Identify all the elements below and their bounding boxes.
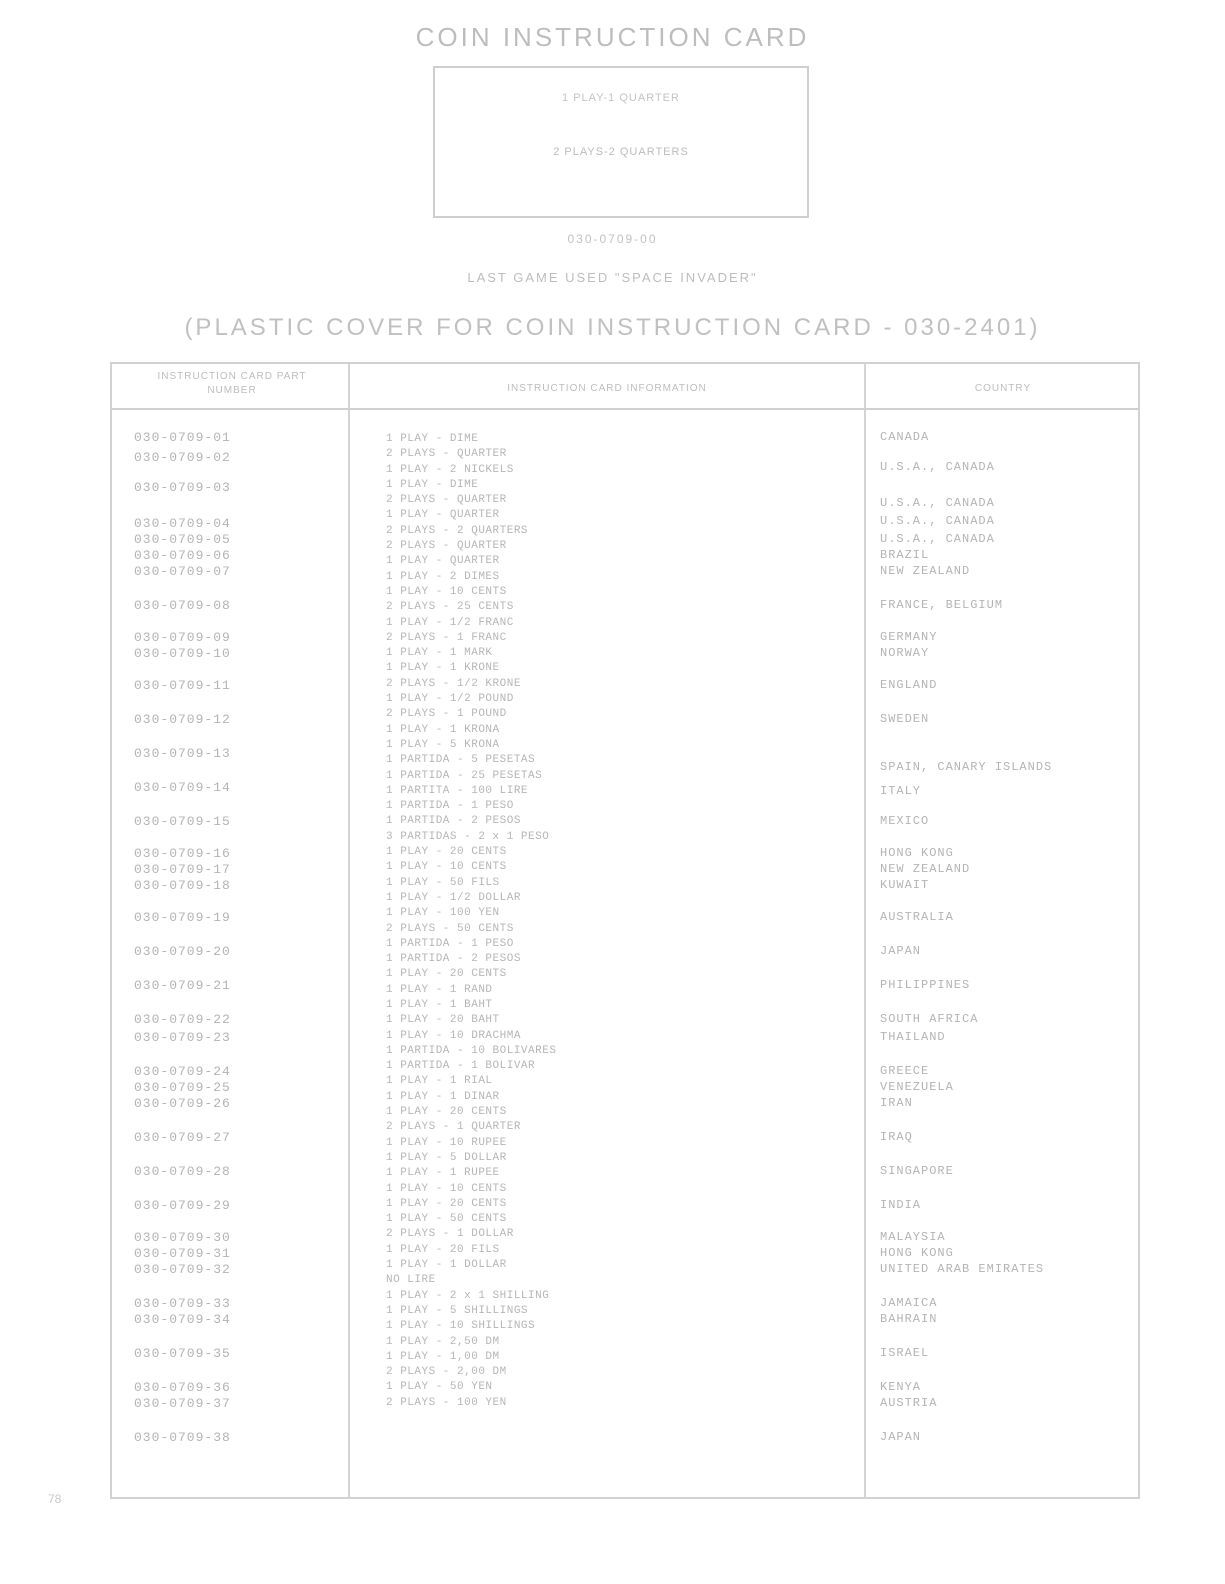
card-information-line: 1 PLAY - 2 DIMES xyxy=(386,570,500,583)
card-information-line: 2 PLAYS - 1 QUARTER xyxy=(386,1121,521,1134)
page-title: COIN INSTRUCTION CARD xyxy=(415,22,810,52)
card-information-line: 2 PLAYS - 2,00 DM xyxy=(386,1366,507,1379)
header-part-number: INSTRUCTION CARD PART NUMBER xyxy=(157,371,307,396)
part-number-cell: 030-0709-34 xyxy=(134,1312,231,1327)
card-information-line: 1 PLAY - 1/2 FRANC xyxy=(386,616,514,629)
country-cell: U.S.A., CANADA xyxy=(880,460,995,474)
part-number-cell: 030-0709-08 xyxy=(134,598,231,613)
part-number-cell: 030-0709-31 xyxy=(134,1246,231,1261)
coin-card-sample xyxy=(433,66,809,218)
card-information-line: 1 PARTIDA - 1 PESO xyxy=(386,937,514,950)
last-game-used: LAST GAME USED "SPACE INVADER" xyxy=(467,270,758,285)
country-cell: IRAN xyxy=(880,1096,913,1110)
card-information-line: 1 PLAY - QUARTER xyxy=(386,509,500,522)
country-cell: PHILIPPINES xyxy=(880,978,971,992)
part-number-cell: 030-0709-10 xyxy=(134,646,231,661)
card-information-line: 1 PLAY - 5 SHILLINGS xyxy=(386,1304,529,1317)
part-number-cell: 030-0709-28 xyxy=(134,1164,231,1179)
card-information-line: 2 PLAYS - 1 FRANC xyxy=(386,631,507,644)
part-number-cell: 030-0709-20 xyxy=(134,944,231,959)
column-divider-1 xyxy=(348,364,350,1497)
part-number-cell: 030-0709-04 xyxy=(134,516,231,531)
country-cell: GERMANY xyxy=(880,630,938,644)
card-information-line: 1 PLAY - 1,00 DM xyxy=(386,1350,500,1363)
part-number-cell: 030-0709-29 xyxy=(134,1198,231,1213)
country-cell: JAMAICA xyxy=(880,1296,938,1310)
country-cell: NORWAY xyxy=(880,646,930,660)
card-information-line: 1 PARTIDA - 2 PESOS xyxy=(386,953,521,966)
card-information-line: 1 PLAY - DIME xyxy=(386,478,479,491)
header-card-information: INSTRUCTION CARD INFORMATION xyxy=(507,383,707,394)
card-information-line: 1 PLAY - 50 FILS xyxy=(386,876,500,889)
country-cell: U.S.A., CANADA xyxy=(880,496,995,510)
country-cell: U.S.A., CANADA xyxy=(880,532,995,546)
card-information-line: 1 PLAY - 1 KRONE xyxy=(386,662,500,675)
country-cell: HONG KONG xyxy=(880,846,954,860)
country-cell: U.S.A., CANADA xyxy=(880,514,995,528)
part-number-cell: 030-0709-12 xyxy=(134,712,231,727)
card-information-line: 1 PLAY - 20 CENTS xyxy=(386,846,507,859)
country-cell: THAILAND xyxy=(880,1030,946,1044)
part-number-cell: 030-0709-23 xyxy=(134,1030,231,1045)
card-information-line: 1 PARTIDA - 2 PESOS xyxy=(386,815,521,828)
country-cell: HONG KONG xyxy=(880,1246,954,1260)
card-information-line: 1 PARTIDA - 10 BOLIVARES xyxy=(386,1044,557,1057)
card-information-line: 2 PLAYS - 1 DOLLAR xyxy=(386,1228,514,1241)
card-information-line: 1 PLAY - 20 CENTS xyxy=(386,1106,507,1119)
country-cell: ENGLAND xyxy=(880,678,938,692)
card-information-line: 1 PLAY - 20 BAHT xyxy=(386,1014,500,1027)
country-cell: ISRAEL xyxy=(880,1346,930,1360)
card-information-line: 1 PARTIDA - 1 PESO xyxy=(386,800,514,813)
card-information-line: 1 PLAY - 5 KRONA xyxy=(386,738,500,751)
part-number-cell: 030-0709-05 xyxy=(134,532,231,547)
part-number-cell: 030-0709-01 xyxy=(134,430,231,445)
instruction-card-table xyxy=(110,362,1140,1499)
country-cell: INDIA xyxy=(880,1198,922,1212)
card-information-line: 1 PLAY - 1 RUPEE xyxy=(386,1167,500,1180)
card-information-line: 1 PARTIDA - 25 PESETAS xyxy=(386,769,543,782)
card-information-column xyxy=(386,432,866,1411)
part-number-cell: 030-0709-03 xyxy=(134,480,231,495)
part-number-cell: 030-0709-13 xyxy=(134,746,231,761)
card-information-line: 1 PLAY - DIME xyxy=(386,433,479,445)
page-number: 78 xyxy=(48,1492,62,1506)
card-information-line: 2 PLAYS - 50 CENTS xyxy=(386,922,514,935)
country-cell: AUSTRALIA xyxy=(880,910,954,924)
country-cell: SWEDEN xyxy=(880,712,930,726)
card-information-line: 1 PARTITA - 100 LIRE xyxy=(386,784,529,797)
country-cell: SPAIN, CANARY ISLANDS xyxy=(880,760,1053,774)
part-number-cell: 030-0709-37 xyxy=(134,1396,231,1411)
card-information-line: 1 PLAY - 1 KRONA xyxy=(386,723,500,736)
card-information-line: 2 PLAYS - 25 CENTS xyxy=(386,601,514,614)
part-number-cell: 030-0709-38 xyxy=(134,1430,231,1445)
part-number-cell: 030-0709-36 xyxy=(134,1380,231,1395)
card-information-line: 1 PLAY - 20 CENTS xyxy=(386,1197,507,1210)
card-information-line: 2 PLAYS - 100 YEN xyxy=(386,1396,507,1409)
card-information-line: 2 PLAYS - 2 QUARTERS xyxy=(386,524,529,537)
country-cell: BAHRAIN xyxy=(880,1312,938,1326)
part-number-cell: 030-0709-24 xyxy=(134,1064,231,1079)
part-number-cell: 030-0709-02 xyxy=(134,450,231,465)
part-number-cell: 030-0709-30 xyxy=(134,1230,231,1245)
country-cell: KENYA xyxy=(880,1380,922,1394)
card-information-line: 1 PLAY - 20 FILS xyxy=(386,1243,500,1256)
card-information-line: 2 PLAYS - QUARTER xyxy=(386,540,507,553)
part-number-cell: 030-0709-16 xyxy=(134,846,231,861)
country-cell: ITALY xyxy=(880,784,922,798)
country-cell: BRAZIL xyxy=(880,548,930,562)
card-information-line: 1 PLAY - 50 CENTS xyxy=(386,1213,507,1226)
country-cell: SINGAPORE xyxy=(880,1164,954,1178)
country-cell: CANADA xyxy=(880,430,930,444)
part-number-cell: 030-0709-19 xyxy=(134,910,231,925)
card-information-line: 1 PLAY - 10 CENTS xyxy=(386,585,507,598)
card-information-line: 2 PLAYS - QUARTER xyxy=(386,448,507,461)
part-number-cell: 030-0709-07 xyxy=(134,564,231,579)
card-information-line: 1 PLAY - 2 NICKELS xyxy=(386,463,514,476)
card-information-line: 1 PLAY - 10 SHILLINGS xyxy=(386,1320,536,1333)
card-line-2: 2 PLAYS-2 QUARTERS xyxy=(553,146,689,158)
country-cell: GREECE xyxy=(880,1064,930,1078)
cover-title: (PLASTIC COVER FOR COIN INSTRUCTION CARD - 030-2401) xyxy=(184,314,1041,341)
country-cell: JAPAN xyxy=(880,944,922,958)
card-information-line: 1 PARTIDA - 5 PESETAS xyxy=(386,754,536,767)
country-cell: KUWAIT xyxy=(880,878,930,892)
card-information-line: 1 PLAY - 1 BAHT xyxy=(386,998,493,1011)
country-cell: UNITED ARAB EMIRATES xyxy=(880,1262,1045,1276)
header-divider xyxy=(112,408,1138,410)
part-number-cell: 030-0709-18 xyxy=(134,878,231,893)
card-information-line: 1 PLAY - 1 RAND xyxy=(386,983,493,996)
part-number-cell: 030-0709-14 xyxy=(134,780,231,795)
card-part-number: 030-0709-00 xyxy=(567,232,658,246)
part-number-cell: 030-0709-35 xyxy=(134,1346,231,1361)
card-information-line: 2 PLAYS - 1 POUND xyxy=(386,708,507,721)
card-information-line: 1 PLAY - 10 CENTS xyxy=(386,1182,507,1195)
card-information-line: 1 PLAY - QUARTER xyxy=(386,555,500,568)
part-number-cell: 030-0709-06 xyxy=(134,548,231,563)
card-information-line: 3 PARTIDAS - 2 x 1 PESO xyxy=(386,830,550,843)
country-cell: NEW ZEALAND xyxy=(880,862,971,876)
country-cell: VENEZUELA xyxy=(880,1080,954,1094)
part-number-cell: 030-0709-27 xyxy=(134,1130,231,1145)
card-information-line: 2 PLAYS - QUARTER xyxy=(386,494,507,507)
header-country: COUNTRY xyxy=(974,383,1032,394)
part-number-cell: 030-0709-25 xyxy=(134,1080,231,1095)
card-information-line: 1 PLAY - 1 RIAL xyxy=(386,1075,493,1088)
card-information-line: 1 PARTIDA - 1 BOLIVAR xyxy=(386,1060,536,1073)
country-cell: JAPAN xyxy=(880,1430,922,1444)
country-cell: IRAQ xyxy=(880,1130,913,1144)
country-cell: FRANCE, BELGIUM xyxy=(880,598,1004,612)
card-information-line: 1 PLAY - 2,50 DM xyxy=(386,1335,500,1348)
card-information-line: 1 PLAY - 1 DOLLAR xyxy=(386,1259,507,1272)
country-cell: SOUTH AFRICA xyxy=(880,1012,979,1026)
card-information-line: 1 PLAY - 1/2 POUND xyxy=(386,693,514,706)
card-information-line: 1 PLAY - 1 DINAR xyxy=(386,1090,500,1103)
card-information-line: 2 PLAYS - 1/2 KRONE xyxy=(386,677,521,690)
part-number-cell: 030-0709-26 xyxy=(134,1096,231,1111)
card-information-line: 1 PLAY - 50 YEN xyxy=(386,1381,493,1394)
part-number-cell: 030-0709-09 xyxy=(134,630,231,645)
part-number-cell: 030-0709-15 xyxy=(134,814,231,829)
part-number-cell: 030-0709-17 xyxy=(134,862,231,877)
card-information-line: 1 PLAY - 10 CENTS xyxy=(386,861,507,874)
card-information-line: NO LIRE xyxy=(386,1274,436,1287)
card-line-1: 1 PLAY-1 QUARTER xyxy=(562,92,680,104)
card-information-line: 1 PLAY - 10 RUPEE xyxy=(386,1136,507,1149)
card-information-line: 1 PLAY - 1 MARK xyxy=(386,647,493,660)
country-cell: NEW ZEALAND xyxy=(880,564,971,578)
country-cell: MEXICO xyxy=(880,814,930,828)
part-number-cell: 030-0709-33 xyxy=(134,1296,231,1311)
part-number-cell: 030-0709-32 xyxy=(134,1262,231,1277)
card-information-line: 1 PLAY - 10 DRACHMA xyxy=(386,1029,521,1042)
part-number-cell: 030-0709-21 xyxy=(134,978,231,993)
card-information-line: 1 PLAY - 2 x 1 SHILLING xyxy=(386,1289,550,1302)
country-cell: MALAYSIA xyxy=(880,1230,946,1244)
card-information-line: 1 PLAY - 100 YEN xyxy=(386,907,500,920)
card-information-line: 1 PLAY - 1/2 DOLLAR xyxy=(386,891,521,904)
part-number-cell: 030-0709-11 xyxy=(134,678,231,693)
part-number-cell: 030-0709-22 xyxy=(134,1012,231,1027)
country-cell: AUSTRIA xyxy=(880,1396,938,1410)
card-information-line: 1 PLAY - 20 CENTS xyxy=(386,968,507,981)
card-information-line: 1 PLAY - 5 DOLLAR xyxy=(386,1151,507,1164)
